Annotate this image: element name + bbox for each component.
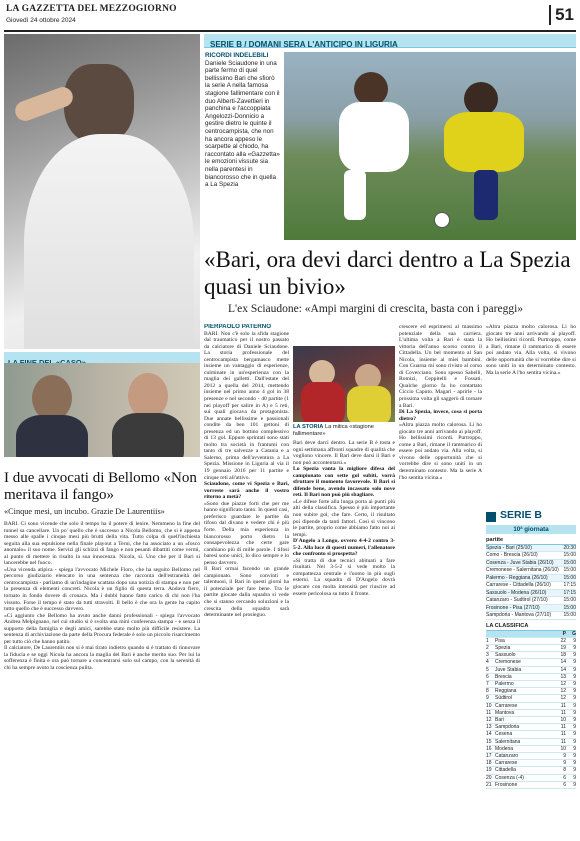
points: 22 [560,637,566,644]
paragraph: BARI. Ci sono vicende che solo il tempo ha il potere di lenire. Nemmeno la fine del tunnel sa cancellare. Un po' quello che è successo a Nicola Bellomo, che si è appena messo alle spalle i cinque mesi più brutti della vita. Tutto colpa di quell'inchiesta seguita alla sua espulsione nella finale playout a Terni, che ha associato a un «fosco anomalo» il suo nome. Servizi gli schizzi di fango e non pesanti dibattiti come vermi, al punto di mettere in risalto la sua innocenza. Nicola, sì. Uno che per il Bari si lancerebbe nel fuoco. [4,521,200,567]
games: 9 [573,695,576,702]
position: 21 [486,781,492,788]
position: 11 [486,709,492,716]
table-row [486,703,576,710]
paragraph: crescere ed esprimersi al massimo potenziale della sua carriera. L'ultima volta a Bari è stata la vittoria dell'anno scorso contro il Cittadella. Un bel momento al San Nicola, insieme ai miei bambini. Con Guarna mi sono rivisto al corso di Coverciano. Sono spesso Sabelli, Romizi, Ceppitelli e Fossati. Qualche giorno fa ho contattato Ciccio Caputo. Magari - aprirle - la prossima volta gli saggerò di tornare a Bari. [399,324,482,409]
player-1-head [354,72,388,106]
paragraph: «Sono due piazze forti che per me hanno significato tanto. In questi casi, preferisco guardare le partite da tifoso dal divano e vedere chi è più forte. Della mia esperienza in biancorosso porto dietro la consapevolezza che certe gare cambiano più di mille parole. I tifosi baresi sono unici, lo dico sempre e lo penso davvero. [204,500,289,566]
team: Carrarese [495,702,518,709]
match-teams: Catanzaro - Sudtirol (27/10) [486,597,548,604]
lawyers-photo [4,363,200,457]
position: 17 [486,752,492,759]
table-row [486,659,576,666]
table-row [486,638,576,645]
position: 6 [486,673,489,680]
position: 1 [486,637,489,644]
games: 9 [573,774,576,781]
points: 6 [563,781,566,788]
table-row [486,724,576,731]
paragraph: BARI. Non c'è solo la sfida stagione dal traumatico per il nostro passato da calciatore di Daniele Sciaudone. La storia professionale del centrocampista bergamasco mette insieme un vantaggio di esperienze, culminate in un'esperienza con la maglia dei galletti. Dall'estate del 2012 a quella del 2014, mettendo insieme nel primo anno 4 gol in 38 presenze e nel secondo - 40 partite (1 nei playoff per salire in A) e 5 reti, sui quali giocava da protagonista. Due annate bellissime e passionali condite da ben 101 gettoni di presenza ed un bottino complessivo di 13 gol. Eppure sprintati sono stati molto tra società in frantumi con tanto di tre salvezze a Catania e a Salerno, prima dell'avventura a La Spezia. Missione in Liguria al via il 19 gennaio 2016 per 11 partite e cinque reti all'attivo. [204,330,289,481]
points: 10 [560,716,566,723]
paragraph: «Una vicenda atipica - spiega l'avvocato Michele Floro, che ha seguito Bellomo nel percorso giudiziario elencato in una sentenza che racconta dell'estraneità del centrocampista - parliamo di un'indagine scattata dopo una notizia di stampa e non per la presenza di elementi concreti. Nicola è un figlio di questa terra. Andava fiero, tornato in fondo dovere di cronaca. Ma i dubbi hanno fatto carico di chi non l'ha vissuto. Forse il tempo è stato da tutti stravolti. Il bello è che ora la gente ha capito tutto quello che è successo davvero. [4,566,200,613]
games: 9 [573,709,576,716]
article-column-3 [399,324,482,839]
games: 9 [573,716,576,723]
archive-player2-shirt [347,386,391,422]
archive-caption [293,424,395,437]
question: D'Angelo a Longo, ovvero 4-4-2 contro 3-5-2. Alla luce di questi numeri, l'allenatore che confronto si prospetta? [293,538,395,558]
position: 19 [486,767,492,774]
games: 9 [573,724,576,731]
main-subheadline: L'ex Sciaudone: «Ampi margini di crescita, basta con i pareggi» [228,303,524,315]
league-table [486,631,576,789]
table-row [486,652,576,659]
team: Bari [495,716,504,723]
position: 10 [486,702,492,709]
table-row [486,710,576,717]
team: Cosenza (-4) [495,774,524,781]
match-teams: Carrarese - Cittadella (26/10) [486,582,551,589]
position: 7 [486,680,489,687]
match-teams: Sampdoria - Mantova (27/10) [486,612,552,619]
match-time: 15:00 [563,574,576,581]
position: 18 [486,760,492,767]
paragraph: «Si tratta di due tecnici abituati a fare risultati. Nel 3-5-2 si vede molto la compattezza centrale e l'uomo in più sugli esterni. La squadra di D'Angelo dovrà giocare con molta intensità per riuscire ad essere pericolosa su tutto il fronte. [293,557,395,597]
masthead: LA GAZZETTA DEL MEZZOGIORNO [6,4,177,14]
team: Cittadella [495,767,516,774]
table-row [486,674,576,681]
round-label: 10ª giornata [486,525,576,534]
points: 11 [560,709,566,716]
table-header [486,631,576,638]
match-row [486,545,576,552]
archive-player-shirt [301,382,345,422]
games: 9 [573,688,576,695]
match-teams: Palermo - Reggiana (26/10) [486,574,548,581]
article-column-1 [204,324,289,839]
points: 14 [560,659,566,666]
left-subheadline: «Cinque mesi, un incubo. Grazie De Laurentiis» [4,507,165,516]
match-teams: Frosinone - Pisa (27/10) [486,604,540,611]
paragraph: Il calciatore, De Laurentiis non si è mai tirato indietro quando si è trattato di rinnovare la fiducia e se oggi Nicola ha ancora la maglia del Bari è anche merito suo. Per lui la sofferenza è finita e ora può tornare a concentrarsi solo sul campo, con la serenità di chi ha sempre avuto la coscienza pulita. [4,645,200,672]
team: Mantova [495,709,515,716]
question: Lo Spezia vanta la migliore difesa del campionato con sette gol subiti, vorrà sfruttare il momento favorevole. Il Bari si difende bene, avendo incassato solo nove reti. Il Bari non può più sbagliare. [293,466,395,499]
table-row [486,767,576,774]
position: 8 [486,688,489,695]
points-header: P [562,630,566,637]
points: 10 [560,745,566,752]
points: 19 [560,644,566,651]
team: Cesena [495,731,513,738]
player-2-shirt [444,112,524,172]
serie-b-logo-icon [486,512,496,522]
match-row [486,560,576,567]
lawyer-2-body [112,413,184,457]
table-row [486,731,576,738]
left-article [4,521,200,839]
position: 2 [486,644,489,651]
points: 11 [560,738,566,745]
games: 9 [573,666,576,673]
player-head [64,64,134,144]
team: Spezia [495,644,511,651]
team: Palermo [495,680,514,687]
paragraph: Bari deve darci dentro. La serie B è tosta e ogni settimana affronti squadre di qualità che vogliono vincere. Il Bari deve darsi il Bari e non può accontentarsi.» [293,440,395,466]
player-shirt [24,134,194,349]
caption-title: RICORDI INDELEBILI [205,52,269,59]
match-teams: Cosenza - Juve Stabia (26/10) [486,559,554,566]
paragraph: «Ci aggiunto che Bellomo ha avuto anche danni professionali - spiega l'avvocato Andrea Melpignano, nel cui studio si è svolta una mini conferenza stampa - e senza il supporto della famiglia e degli amici, sarebbe stato molto più difficile resistere. La sentenza di archiviazione da parte della Procura federale è solo un piccolo risarcimento per tutto ciò che hanno patito. [4,612,200,645]
table-title: LA CLASSIFICA [486,623,576,631]
team: Sassuolo [495,652,516,659]
player-1-leg [344,170,366,220]
games: 9 [573,752,576,759]
team: Reggiana [495,688,517,695]
paragraph: Il Bari ormai facendo un grande campionato. Sono convinti e talentuosi, il Bari in questi giorni ha il potenziale per fare bene. Tra le partite giocate dalla squadra si vede che si stanno cercando soluzioni e la crescita della squadra sarà determinante nel prosieguo. [204,566,289,619]
match-row [486,605,576,612]
position: 5 [486,666,489,673]
games: 9 [573,673,576,680]
points: 12 [560,695,566,702]
table-row [486,782,576,789]
games: 9 [573,680,576,687]
points: 9 [563,752,566,759]
team: Frosinone [495,781,518,788]
match-time: 15:00 [563,559,576,566]
match-time: 17:15 [563,589,576,596]
match-row [486,590,576,597]
match-teams: Sassuolo - Modena (26/10) [486,589,547,596]
games: 9 [573,702,576,709]
banner-text: SERIE B / DOMANI SERA L'ANTICIPO IN LIGURIA [210,40,398,49]
match-time: 15:00 [563,612,576,619]
match-teams: Spezia - Bari (25/10) [486,545,532,551]
lawyer-1-body [16,415,88,457]
games: 9 [573,738,576,745]
issue-date: Giovedì 24 ottobre 2024 [6,17,76,24]
author: PIERPAOLO PATERNO [204,324,272,330]
archive-caption-text: La mitica «stagione fallimentare» [293,424,374,437]
team: Pisa [495,637,505,644]
games: 9 [573,652,576,659]
match-time: 15:00 [563,597,576,604]
standings-title-text: SERIE B [500,509,543,521]
article-column-4 [486,324,576,506]
archive-caption-title: LA STORIA [293,424,324,430]
caption-text: Daniele Sciaudone in una parte fermo di quel bellissimo Bari che sfiorò la serie A nella famosa stagione fallimentare con il duo Alberti-Zavettieri in panchina e l'accoppiata Angelozzi-Donnicio a gestire dietro le quinte il centrocampista, che non ha ancora appeso le scarpette al chiodo, ha raccontato alla «Gazzetta» le emozioni vissute sia nella parentesi in biancorosso che in quella a La Spezia [205,59,280,189]
games: 9 [573,731,576,738]
table-row [486,753,576,760]
team: Salernitana [495,738,521,745]
position: 15 [486,738,492,745]
table-row [486,695,576,702]
position: 4 [486,659,489,666]
match-photo [284,52,576,240]
points: 11 [560,731,566,738]
paragraph: «Le difese forte alla lunga porta ai punti più alti della classifica. Spesso è più importante non subire gol, che fare. Certo, il risultato poi dipende da tanti fattori. Così si vincono le partite, proprio come abbiamo fatto noi ai tempi. [293,498,395,538]
position: 16 [486,745,492,752]
main-headline: «Bari, ora devi darci dentro a La Spezia quasi un bivio» [204,247,571,299]
left-headline: I due avvocati di Bellomo «Non meritava il fango» [4,470,197,503]
match-time: 15:00 [563,567,576,574]
team: Sampdoria [495,724,520,731]
table-row [486,775,576,782]
match-row [486,597,576,604]
points: 11 [560,702,566,709]
points: 12 [560,680,566,687]
table-row [486,688,576,695]
match-time: 17:15 [563,582,576,589]
photo-caption [205,52,281,189]
match-row [486,567,576,574]
standings-title [486,509,576,525]
position: 13 [486,724,492,731]
team: Juve Stabia [495,666,522,673]
section-banner [204,34,576,48]
bellomo-photo [4,34,200,349]
match-teams: Como - Brescia (26/10) [486,552,538,559]
points: 14 [560,666,566,673]
match-row [486,575,576,582]
points: 6 [563,774,566,781]
points: 8 [563,767,566,774]
standings-box [486,509,576,789]
page-header [4,2,576,32]
games: 9 [573,781,576,788]
position: 9 [486,695,489,702]
team: Brescia [495,673,512,680]
position: 12 [486,716,492,723]
games-header: G [572,630,576,637]
question: Sciaudone, come vi Spezia e Bari, vorreste sarà anche il vostro ritorno a metà? [204,481,289,501]
match-row [486,582,576,589]
points: 13 [560,673,566,680]
points: 9 [563,760,566,767]
table-row [486,760,576,767]
games: 9 [573,659,576,666]
archive-photo [293,346,395,422]
games: 9 [573,745,576,752]
team: Modena [495,745,514,752]
team: Südtirol [495,695,512,702]
left-section-label [4,352,200,363]
player-2-head [464,82,498,116]
games: 9 [573,760,576,767]
player-2-leg [474,170,498,220]
player-1-shirt [339,102,409,172]
points: 12 [560,688,566,695]
match-row [486,552,576,559]
table-row [486,645,576,652]
page-number: 51 [549,5,574,25]
ball-icon [434,212,450,228]
paragraph: «Altra piazza molto calorosa. Lì ho giocato tre anni arrivando ai playoff. Ho bellissimi ricordi. Purtroppo, come a Bari, rimane il rammarico di essere poi andato via. Alla volta, si vivono delle opportunità che si vorrebbe dire si sono uniti in un determinato contesto. Ma la serie A l'ho sentita vicina.» [399,422,482,481]
matches-title: partite [486,537,576,545]
table-row [486,746,576,753]
question: Di La Spezia, invece, cosa si porta dietro? [399,409,482,422]
match-time: 20:30 [563,545,576,551]
team: Cremonese [495,659,521,666]
games: 9 [573,637,576,644]
points: 11 [560,724,566,731]
table-row [486,667,576,674]
team: Carrarese [495,760,518,767]
matches-list [486,545,576,620]
match-time: 15:00 [563,604,576,611]
points: 18 [560,652,566,659]
table-row [486,717,576,724]
team: Catanzaro [495,752,519,759]
match-time: 15:00 [563,552,576,559]
position: 14 [486,731,492,738]
games: 9 [573,644,576,651]
article-column-2 [293,440,395,839]
paragraph: «Altra piazza molto calorosa. Lì ho giocato tre anni arrivando ai playoff. Ho bellissimi ricordi. Purtroppo, come a Bari, rimane il rammarico di essere poi andato via. Alla volta, si vivono delle opportunità che si vorrebbe dire si sono uniti in un determinato contesto. Ma la serie A l'ho sentita vicina.» [486,324,576,376]
table-row [486,739,576,746]
table-row [486,681,576,688]
match-teams: Cremonese - Salernitana (26/10) [486,567,559,574]
position: 3 [486,652,489,659]
match-row [486,612,576,619]
games: 9 [573,767,576,774]
position: 20 [486,774,492,781]
